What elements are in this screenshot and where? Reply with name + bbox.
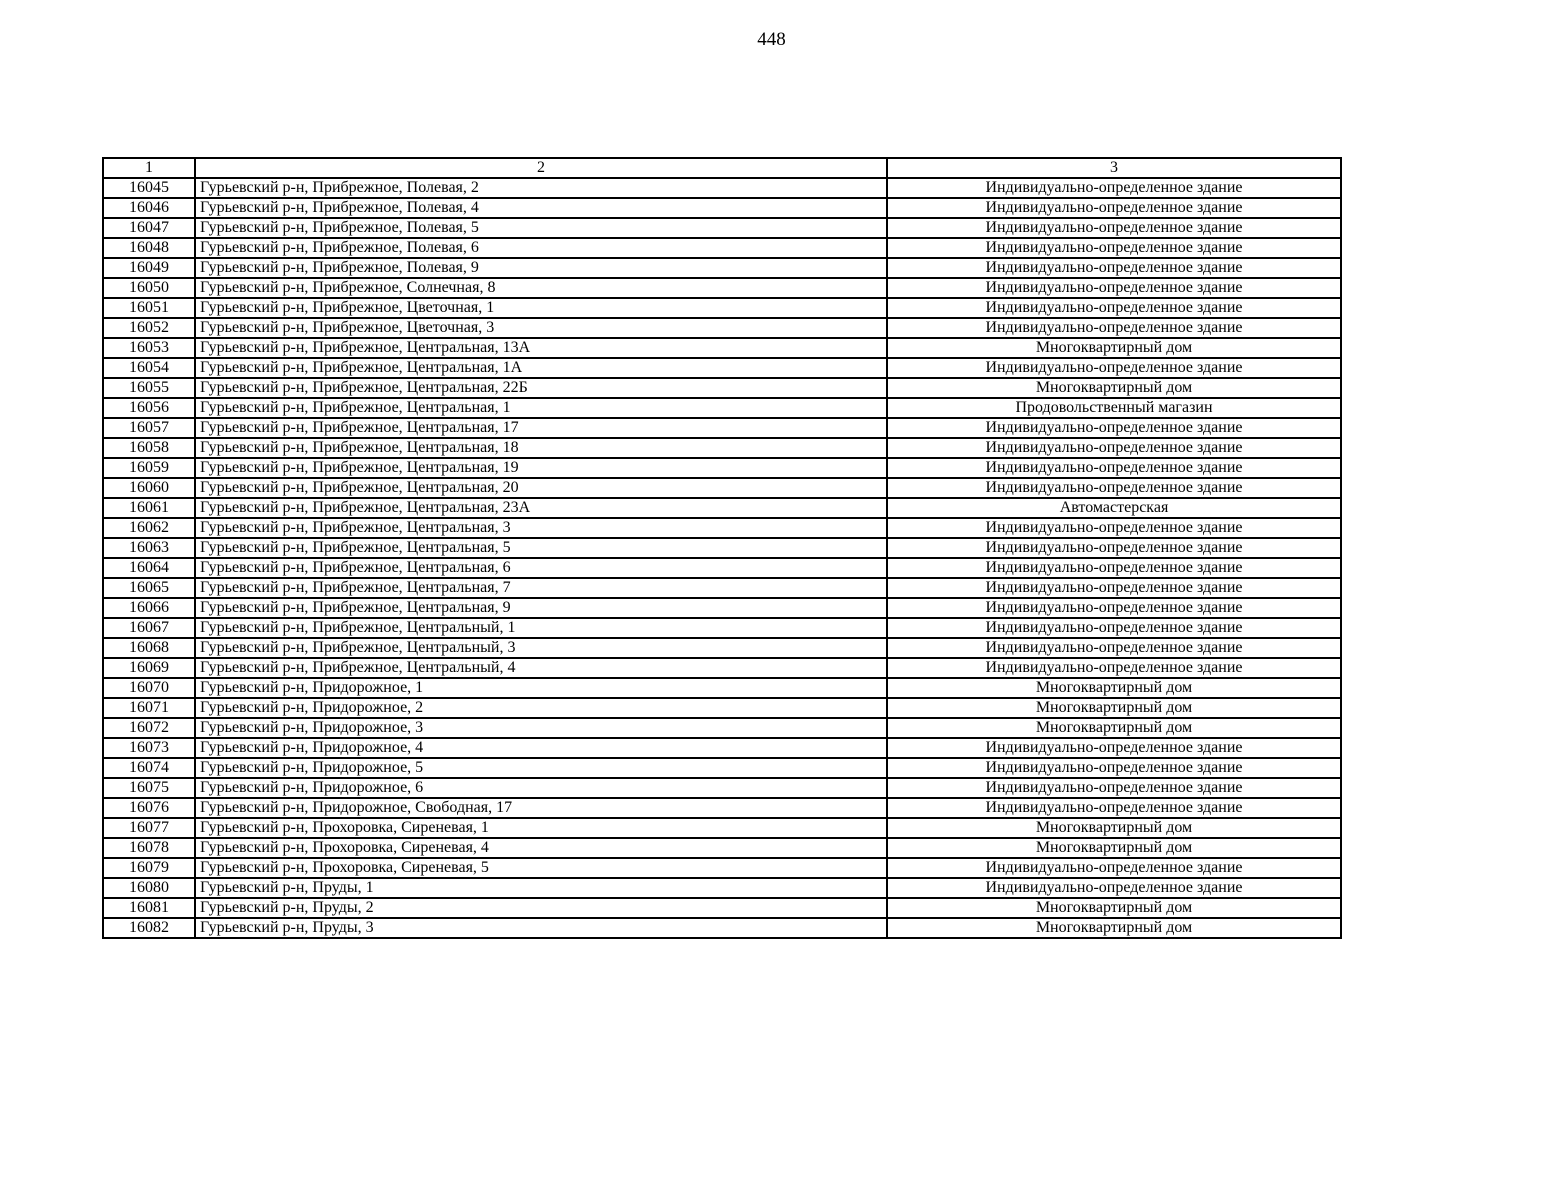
row-object-type: Индивидуально-определенное здание <box>887 658 1341 678</box>
row-object-type: Индивидуально-определенное здание <box>887 778 1341 798</box>
row-object-type: Индивидуально-определенное здание <box>887 198 1341 218</box>
row-object-type: Индивидуально-определенное здание <box>887 318 1341 338</box>
row-address: Гурьевский р-н, Придорожное, 5 <box>195 758 887 778</box>
row-address: Гурьевский р-н, Прибрежное, Центральная, 13А <box>195 338 887 358</box>
row-address: Гурьевский р-н, Придорожное, Свободная, 17 <box>195 798 887 818</box>
row-object-type: Индивидуально-определенное здание <box>887 598 1341 618</box>
row-address: Гурьевский р-н, Прибрежное, Полевая, 6 <box>195 238 887 258</box>
row-address: Гурьевский р-н, Прибрежное, Центральная, 1А <box>195 358 887 378</box>
row-number: 16058 <box>103 438 195 458</box>
table-row <box>103 838 1341 858</box>
row-object-type: Индивидуально-определенное здание <box>887 298 1341 318</box>
row-object-type: Многоквартирный дом <box>887 918 1341 938</box>
row-address: Гурьевский р-н, Прибрежное, Солнечная, 8 <box>195 278 887 298</box>
table-row <box>103 338 1341 358</box>
table-row <box>103 518 1341 538</box>
row-address: Гурьевский р-н, Прибрежное, Центральная, 5 <box>195 538 887 558</box>
row-number: 16055 <box>103 378 195 398</box>
registry-table <box>102 157 1342 939</box>
row-object-type: Индивидуально-определенное здание <box>887 478 1341 498</box>
row-number: 16070 <box>103 678 195 698</box>
row-address: Гурьевский р-н, Прибрежное, Цветочная, 3 <box>195 318 887 338</box>
row-number: 16082 <box>103 918 195 938</box>
row-address: Гурьевский р-н, Прибрежное, Центральная, 7 <box>195 578 887 598</box>
row-address: Гурьевский р-н, Придорожное, 3 <box>195 718 887 738</box>
table-row <box>103 398 1341 418</box>
row-number: 16077 <box>103 818 195 838</box>
table-row <box>103 678 1341 698</box>
row-object-type: Индивидуально-определенное здание <box>887 218 1341 238</box>
row-address: Гурьевский р-н, Прибрежное, Центральная, 23А <box>195 498 887 518</box>
table-row <box>103 478 1341 498</box>
row-address: Гурьевский р-н, Прибрежное, Центральная, 6 <box>195 558 887 578</box>
table-row <box>103 818 1341 838</box>
row-address: Гурьевский р-н, Прибрежное, Полевая, 9 <box>195 258 887 278</box>
table-row <box>103 898 1341 918</box>
row-object-type: Индивидуально-определенное здание <box>887 418 1341 438</box>
row-number: 16059 <box>103 458 195 478</box>
table-row <box>103 558 1341 578</box>
row-number: 16045 <box>103 178 195 198</box>
row-object-type: Индивидуально-определенное здание <box>887 858 1341 878</box>
row-address: Гурьевский р-н, Пруды, 1 <box>195 878 887 898</box>
row-number: 16069 <box>103 658 195 678</box>
row-address: Гурьевский р-н, Прибрежное, Центральный, 4 <box>195 658 887 678</box>
row-address: Гурьевский р-н, Прибрежное, Полевая, 2 <box>195 178 887 198</box>
table-row <box>103 378 1341 398</box>
row-object-type: Многоквартирный дом <box>887 698 1341 718</box>
table-row <box>103 258 1341 278</box>
row-address: Гурьевский р-н, Прохоровка, Сиреневая, 5 <box>195 858 887 878</box>
row-number: 16054 <box>103 358 195 378</box>
table-row <box>103 738 1341 758</box>
row-number: 16066 <box>103 598 195 618</box>
table-row <box>103 438 1341 458</box>
table-row <box>103 578 1341 598</box>
row-object-type: Индивидуально-определенное здание <box>887 278 1341 298</box>
row-address: Гурьевский р-н, Прибрежное, Центральный, 3 <box>195 638 887 658</box>
row-number: 16081 <box>103 898 195 918</box>
row-object-type: Автомастерская <box>887 498 1341 518</box>
row-address: Гурьевский р-н, Придорожное, 2 <box>195 698 887 718</box>
row-number: 16080 <box>103 878 195 898</box>
row-object-type: Индивидуально-определенное здание <box>887 798 1341 818</box>
header-cell-1: 1 <box>103 158 195 178</box>
table-row <box>103 498 1341 518</box>
row-object-type: Продовольственный магазин <box>887 398 1341 418</box>
row-object-type: Многоквартирный дом <box>887 898 1341 918</box>
row-object-type: Индивидуально-определенное здание <box>887 638 1341 658</box>
row-number: 16062 <box>103 518 195 538</box>
row-number: 16046 <box>103 198 195 218</box>
row-number: 16064 <box>103 558 195 578</box>
row-number: 16068 <box>103 638 195 658</box>
table-row <box>103 858 1341 878</box>
row-number: 16048 <box>103 238 195 258</box>
row-number: 16074 <box>103 758 195 778</box>
table-row <box>103 638 1341 658</box>
table-row <box>103 598 1341 618</box>
row-address: Гурьевский р-н, Прибрежное, Центральная, 3 <box>195 518 887 538</box>
page-number: 448 <box>757 29 786 50</box>
row-object-type: Индивидуально-определенное здание <box>887 438 1341 458</box>
row-object-type: Индивидуально-определенное здание <box>887 618 1341 638</box>
row-address: Гурьевский р-н, Прибрежное, Центральная, 22Б <box>195 378 887 398</box>
row-number: 16073 <box>103 738 195 758</box>
row-address: Гурьевский р-н, Прибрежное, Центральная, 17 <box>195 418 887 438</box>
row-object-type: Индивидуально-определенное здание <box>887 538 1341 558</box>
row-object-type: Индивидуально-определенное здание <box>887 578 1341 598</box>
table-header <box>103 158 1341 178</box>
row-address: Гурьевский р-н, Прибрежное, Центральная, 19 <box>195 458 887 478</box>
row-number: 16072 <box>103 718 195 738</box>
table-row <box>103 418 1341 438</box>
row-address: Гурьевский р-н, Прибрежное, Полевая, 5 <box>195 218 887 238</box>
row-address: Гурьевский р-н, Прибрежное, Центральная, 18 <box>195 438 887 458</box>
row-object-type: Многоквартирный дом <box>887 378 1341 398</box>
row-address: Гурьевский р-н, Пруды, 3 <box>195 918 887 938</box>
row-number: 16050 <box>103 278 195 298</box>
row-number: 16076 <box>103 798 195 818</box>
table-row <box>103 358 1341 378</box>
table-row <box>103 458 1341 478</box>
table-row <box>103 758 1341 778</box>
row-number: 16057 <box>103 418 195 438</box>
row-address: Гурьевский р-н, Прохоровка, Сиреневая, 1 <box>195 818 887 838</box>
table-row <box>103 198 1341 218</box>
table-row <box>103 618 1341 638</box>
table-row <box>103 218 1341 238</box>
row-address: Гурьевский р-н, Прибрежное, Центральный, 1 <box>195 618 887 638</box>
table-row <box>103 718 1341 738</box>
row-number: 16052 <box>103 318 195 338</box>
row-object-type: Индивидуально-определенное здание <box>887 738 1341 758</box>
row-number: 16063 <box>103 538 195 558</box>
row-number: 16075 <box>103 778 195 798</box>
row-address: Гурьевский р-н, Прибрежное, Центральная, 9 <box>195 598 887 618</box>
row-address: Гурьевский р-н, Придорожное, 4 <box>195 738 887 758</box>
row-number: 16065 <box>103 578 195 598</box>
table-row <box>103 318 1341 338</box>
table-row <box>103 278 1341 298</box>
row-object-type: Индивидуально-определенное здание <box>887 518 1341 538</box>
table-row <box>103 778 1341 798</box>
row-number: 16051 <box>103 298 195 318</box>
row-number: 16067 <box>103 618 195 638</box>
row-number: 16071 <box>103 698 195 718</box>
row-address: Гурьевский р-н, Прибрежное, Центральная, 1 <box>195 398 887 418</box>
table-row <box>103 178 1341 198</box>
row-number: 16078 <box>103 838 195 858</box>
row-object-type: Индивидуально-определенное здание <box>887 878 1341 898</box>
row-number: 16061 <box>103 498 195 518</box>
row-object-type: Многоквартирный дом <box>887 678 1341 698</box>
row-object-type: Индивидуально-определенное здание <box>887 558 1341 578</box>
row-object-type: Индивидуально-определенное здание <box>887 258 1341 278</box>
row-number: 16056 <box>103 398 195 418</box>
row-number: 16053 <box>103 338 195 358</box>
row-object-type: Индивидуально-определенное здание <box>887 758 1341 778</box>
table-row <box>103 918 1341 938</box>
header-row <box>103 158 1341 178</box>
row-address: Гурьевский р-н, Пруды, 2 <box>195 898 887 918</box>
header-cell-3: 3 <box>887 158 1341 178</box>
row-object-type: Многоквартирный дом <box>887 338 1341 358</box>
row-address: Гурьевский р-н, Прибрежное, Центральная, 20 <box>195 478 887 498</box>
table-row <box>103 698 1341 718</box>
row-number: 16060 <box>103 478 195 498</box>
row-number: 16049 <box>103 258 195 278</box>
row-object-type: Индивидуально-определенное здание <box>887 238 1341 258</box>
table-row <box>103 878 1341 898</box>
row-address: Гурьевский р-н, Прибрежное, Полевая, 4 <box>195 198 887 218</box>
table-row <box>103 238 1341 258</box>
table-body <box>103 178 1341 938</box>
table-row <box>103 798 1341 818</box>
row-address: Гурьевский р-н, Придорожное, 1 <box>195 678 887 698</box>
row-address: Гурьевский р-н, Прибрежное, Цветочная, 1 <box>195 298 887 318</box>
row-object-type: Многоквартирный дом <box>887 718 1341 738</box>
table-row <box>103 658 1341 678</box>
row-address: Гурьевский р-н, Придорожное, 6 <box>195 778 887 798</box>
row-object-type: Многоквартирный дом <box>887 838 1341 858</box>
row-number: 16047 <box>103 218 195 238</box>
row-number: 16079 <box>103 858 195 878</box>
row-object-type: Индивидуально-определенное здание <box>887 178 1341 198</box>
header-cell-2: 2 <box>195 158 887 178</box>
table-row <box>103 298 1341 318</box>
row-object-type: Индивидуально-определенное здание <box>887 458 1341 478</box>
row-object-type: Индивидуально-определенное здание <box>887 358 1341 378</box>
row-object-type: Многоквартирный дом <box>887 818 1341 838</box>
table-row <box>103 538 1341 558</box>
row-address: Гурьевский р-н, Прохоровка, Сиреневая, 4 <box>195 838 887 858</box>
